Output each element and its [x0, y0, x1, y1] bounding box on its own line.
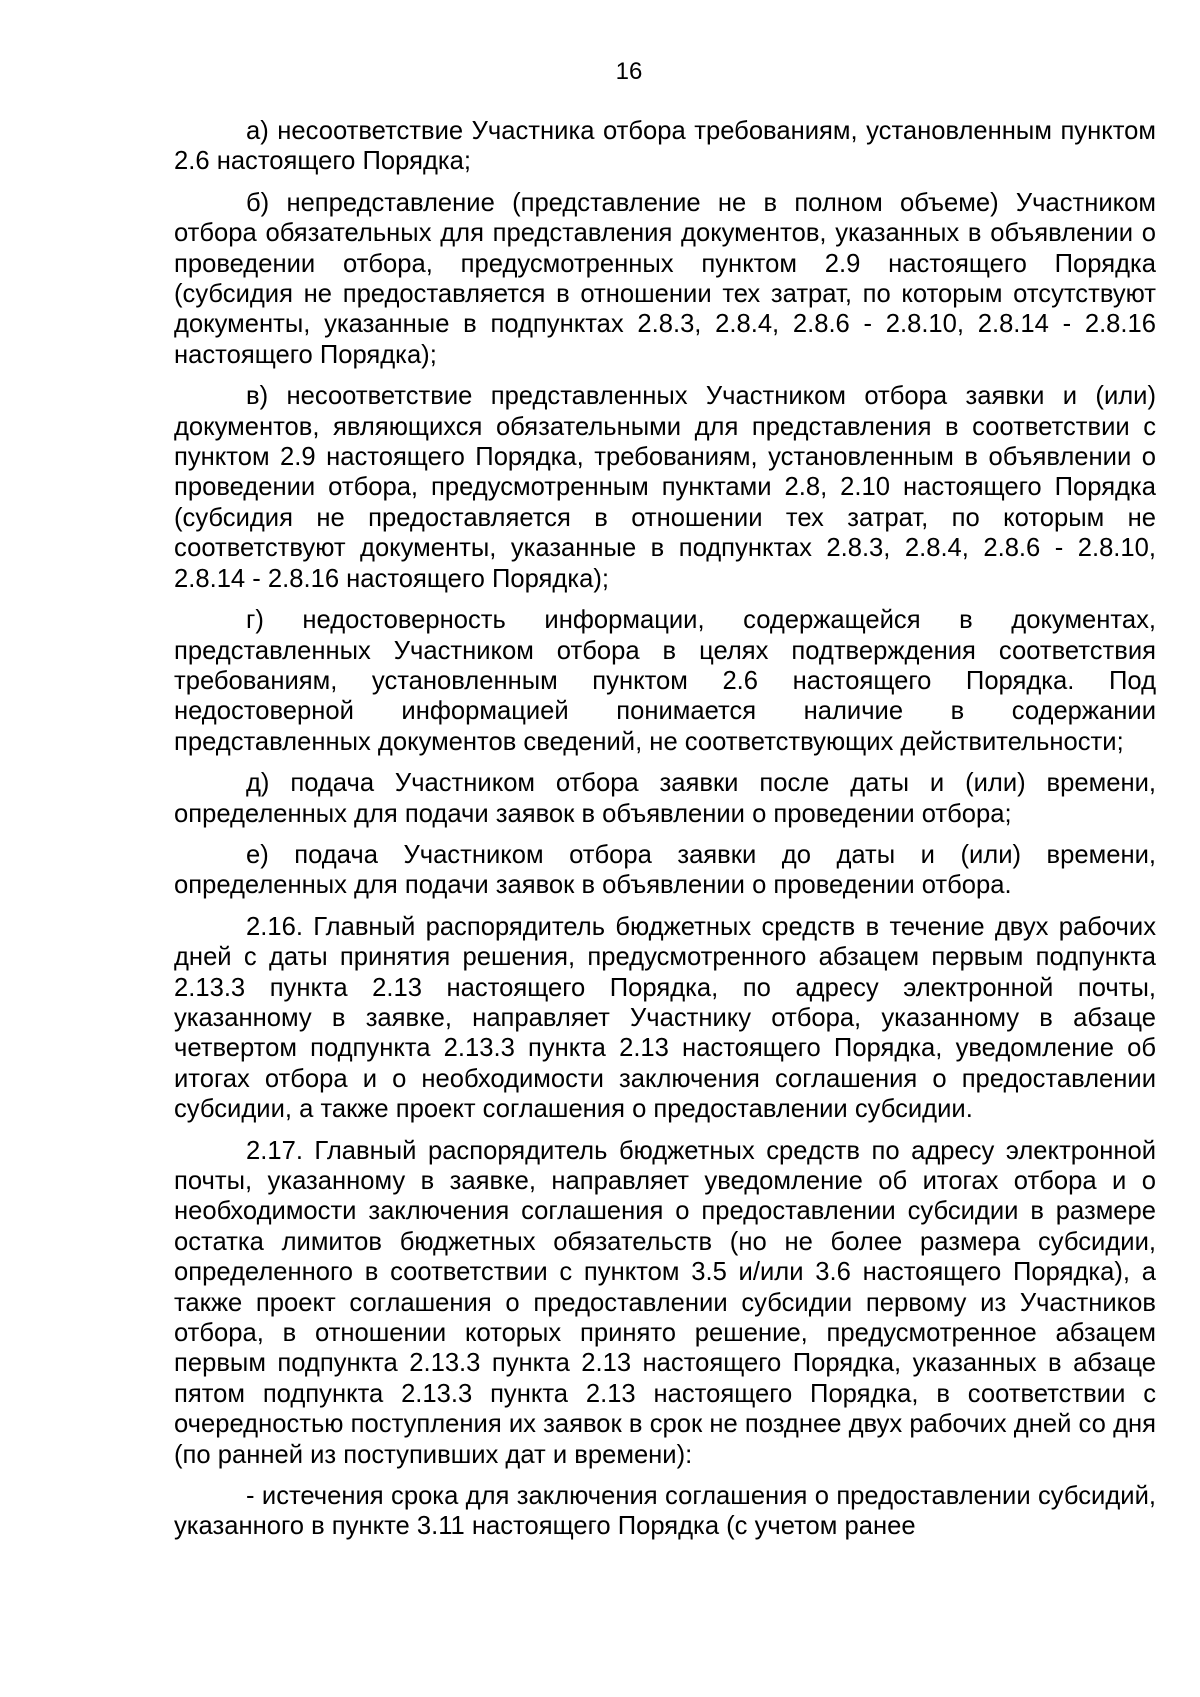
- paragraph-b: б) непредставление (представление не в полном объеме) Участником отбора обязательных для представления документов, указанных в объявлении о проведении отбора, предусмотренных пунктом 2.9 настоящего Порядка (субсидия не предоставляется в отношении тех затрат, по которым отсутствуют документы, указанные в подпунктах 2.8.3, 2.8.4, 2.8.6 - 2.8.10, 2.8.14 - 2.8.16 настоящего Порядка);: [174, 188, 1156, 369]
- paragraph-a: а) несоответствие Участника отбора требованиям, установленным пунктом 2.6 настоящего Порядка;: [174, 117, 1156, 176]
- paragraph-g: г) недостоверность информации, содержащейся в документах, представленных Участником отбора в целях подтверждения соответствия требованиям, установленным пунктом 2.6 настоящего Порядка. Под недостоверной информацией понимается наличие в содержании представленных документов сведений, не соответствующих действительности;: [174, 606, 1156, 756]
- paragraph-v: в) несоответствие представленных Участником отбора заявки и (или) документов, являющихся обязательными для представления в соответствии с пунктом 2.9 настоящего Порядка, требованиям, установленным в объявлении о проведении отбора, предусмотренным пунктами 2.8, 2.10 настоящего Порядка (субсидия не предоставляется в отношении тех затрат, по которым не соответствуют документы, указанные в подпунктах 2.8.3, 2.8.4, 2.8.6 - 2.8.10, 2.8.14 - 2.8.16 настоящего Порядка);: [174, 382, 1156, 593]
- paragraph-2-17: 2.17. Главный распорядитель бюджетных средств по адресу электронной почты, указанному в заявке, направляет уведомление об итогах отбора и о необходимости заключения соглашения о предоставлении субсидии в размере остатка лимитов бюджетных обязательств (но не более размера субсидии, определенного в соответствии с пунктом 3.5 и/или 3.6 настоящего Порядка), а также проект соглашения о предоставлении субсидии первому из Участников отбора, в отношении которых принято решение, предусмотренное абзацем первым подпункта 2.13.3 пункта 2.13 настоящего Порядка, указанных в абзаце пятом подпункта 2.13.3 пункта 2.13 настоящего Порядка, в соответствии с очередностью поступления их заявок в срок не позднее двух рабочих дней со дня (по ранней из поступивших дат и времени):: [174, 1136, 1156, 1469]
- document-body: [174, 116, 1156, 1553]
- page-number: 16: [615, 58, 643, 85]
- paragraph-d: д) подача Участником отбора заявки после даты и (или) времени, определенных для подачи заявок в объявлении о проведении отбора;: [174, 769, 1156, 828]
- paragraph-e: е) подача Участником отбора заявки до даты и (или) времени, определенных для подачи заявок в объявлении о проведении отбора.: [174, 840, 1156, 900]
- paragraph-dash-item: - истечения срока для заключения соглашения о предоставлении субсидий, указанного в пункте 3.11 настоящего Порядка (с учетом ранее: [174, 1482, 1156, 1541]
- paragraph-2-16: 2.16. Главный распорядитель бюджетных средств в течение двух рабочих дней с даты принятия решения, предусмотренного абзацем первым подпункта 2.13.3 пункта 2.13 настоящего Порядка, по адресу электронной почты, указанному в заявке, направляет Участнику отбора, указанному в абзаце четвертом подпункта 2.13.3 пункта 2.13 настоящего Порядка, уведомление об итогах отбора и о необходимости заключения соглашения о предоставлении субсидии, а также проект соглашения о предоставлении субсидии.: [174, 912, 1156, 1124]
